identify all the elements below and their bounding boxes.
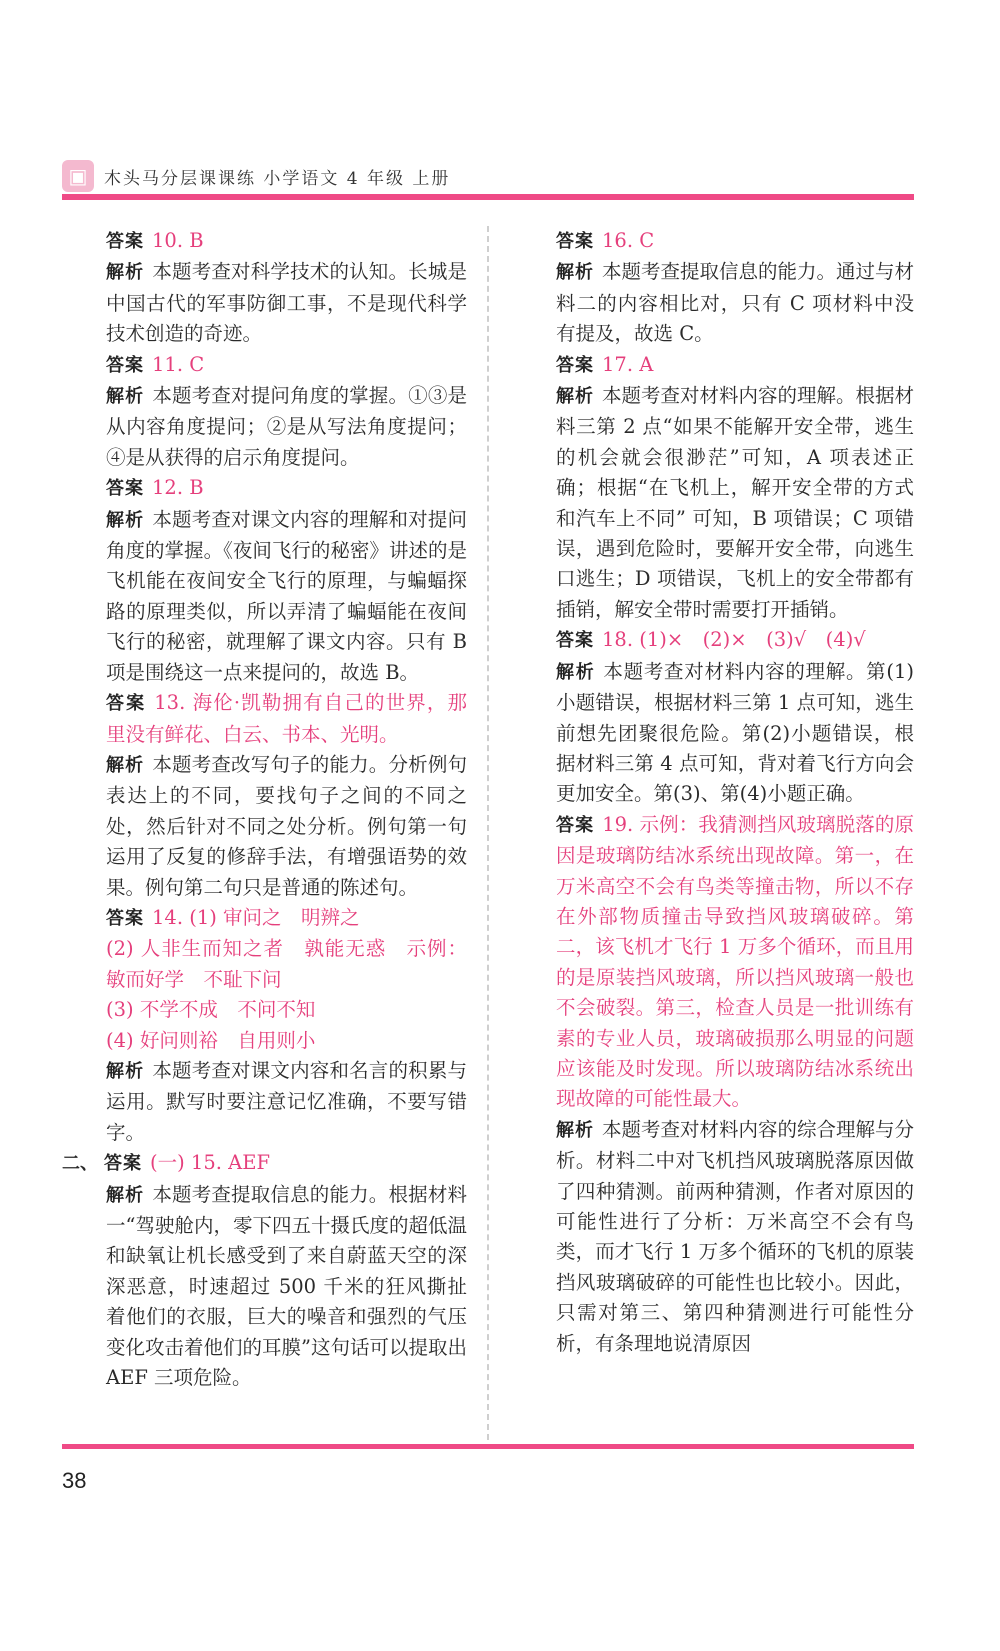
- analysis-text: 本题考查对材料内容的理解。根据材料三第 2 点“如果不能解开安全带，逃生的机会就会很渺茫”可知，A 项表述正确；根据“在飞机上，解开安全带的方式和汽车上不同” 可知，B 项错误；C 项错误，遇到危险时，要解开安全带，向逃生口逃生；D 项错误，飞机上的安全带都有插销，解安全带时需要打开插销。: [556, 384, 915, 621]
- analysis-text: 本题考查提取信息的能力。根据材料一“驾驶舱内，零下四五十摄氏度的超低温和缺氧让机长感受到了来自蔚蓝天空的深深恶意，时速超过 500 千米的狂风撕扯着他们的衣服，巨大的噪音和强烈的气压变化攻击着他们的耳膜”这句话可以提取出 AEF 三项危险。: [106, 1182, 467, 1390]
- header-title: 木头马分层课课练 小学语文 4 年级 上册: [104, 169, 451, 189]
- analysis-10: [62, 257, 467, 349]
- analysis-14: [62, 1056, 467, 1148]
- answer-value: 13. 海伦·凯勒拥有自己的世界，那里没有鲜花、白云、书本、光明。: [106, 691, 467, 746]
- analysis-label: 解析: [106, 386, 145, 408]
- analysis-label: 解析: [106, 509, 145, 531]
- answer-label: 答案: [106, 231, 144, 252]
- answer-value: 17. A: [602, 352, 654, 376]
- analysis-label: 解析: [556, 386, 594, 408]
- answer-label: 答案: [106, 478, 144, 500]
- answer-10: [62, 226, 467, 257]
- answer-19: [556, 810, 914, 1115]
- analysis-13: [62, 750, 467, 903]
- answer-12: [62, 473, 467, 504]
- answer-value: 12. B: [152, 476, 204, 500]
- analysis-text: 本题考查对提问角度的掌握。①③是从内容角度提问；②是从写法角度提问；④是从获得的启示角度提问。: [106, 384, 467, 469]
- analysis-text: 本题考查对材料内容的综合理解与分析。材料二中对飞机挡风玻璃脱落原因做了四种猜测。前两种猜测，作者对原因的可能性进行了分析：万米高空不会有鸟类，而才飞行 1 万多个循环的飞机的原装挡风玻璃破碎的可能性也比较小。因此，只需对第三、第四种猜测进行可能性分析，有条理地说清原因: [556, 1117, 915, 1355]
- answer-value: 16. C: [602, 229, 655, 252]
- answer-value: 19. 示例：我猜测挡风玻璃脱落的原因是玻璃防结冰系统出现故障。第一，在万米高空不会有鸟类等撞击物，所以不存在外部物质撞击导致挡风玻璃破碎。第二，该飞机才飞行 1 万多个循环，而且用的是原装挡风玻璃，所以挡风玻璃一般也不会破裂。第三，检查人员是一批训练有素的专业人员，玻璃破损那么明显的问题应该能及时发现。所以玻璃防结冰系统出现故障的可能性最大。: [556, 812, 915, 1111]
- answer-value: (一) 15. AEF: [150, 1151, 270, 1175]
- answer-label: 答案: [556, 814, 595, 836]
- analysis-label: 解析: [106, 262, 145, 284]
- page-number: 38: [62, 1468, 87, 1493]
- answer-label: 答案: [556, 231, 594, 252]
- answer-value: 14. (1) 审问之 明辨之: [152, 905, 360, 929]
- analysis-15: [62, 1180, 467, 1394]
- right-column: [556, 226, 914, 1359]
- analysis-text: 本题考查改写句子的能力。分析例句表达上的不同，要找句子之间的不同之处，然后针对不同之处分析。例句第一句运用了反复的修辞手法，有增强语势的效果。例句第二句只是普通的陈述句。: [106, 752, 467, 899]
- analysis-18: [556, 657, 914, 810]
- answer-11: [62, 350, 467, 381]
- analysis-text: 本题考查对课文内容和名言的积累与运用。默写时要注意记忆准确，不要写错字。: [106, 1058, 467, 1144]
- answer-17: [556, 350, 914, 381]
- answer-label: 答案: [106, 354, 144, 376]
- analysis-label: 解析: [106, 1184, 145, 1206]
- analysis-text: 本题考查对科学技术的认知。长城是中国古代的军事防御工事，不是现代科学技术创造的奇迹。: [106, 260, 467, 346]
- analysis-label: 解析: [556, 262, 594, 284]
- answer-value: 10. B: [152, 229, 204, 252]
- analysis-text: 本题考查对材料内容的理解。第(1)小题错误，根据材料三第 1 点可知，逃生前想先团聚很危险。第(2)小题错误，根据材料三第 4 点可知，背对着飞行方向会更加安全。第(3)、第(4)小题正确。: [556, 659, 914, 806]
- analysis-text: 本题考查对课文内容的理解和对提问角度的掌握。《夜间飞行的秘密》讲述的是飞机能在夜间安全飞行的原理，与蝙蝠探路的原理类似，所以弄清了蝙蝠能在夜间飞行的秘密，就理解了课文内容。只有 B 项是围绕这一点来提问的，故选 B。: [106, 507, 467, 684]
- analysis-12: [62, 505, 467, 688]
- section-two-label: 二、: [62, 1153, 98, 1175]
- answer-value: 11. C: [152, 352, 205, 376]
- analysis-19: [556, 1115, 914, 1359]
- answer-15: [62, 1148, 467, 1179]
- column-divider: [487, 226, 489, 1440]
- answer-14-part-4: (4) 好问则裕 自用则小: [106, 1028, 316, 1052]
- analysis-label: 解析: [106, 754, 145, 776]
- answer-13: [62, 688, 467, 750]
- page-header: [62, 158, 914, 194]
- answer-label: 答案: [556, 630, 594, 652]
- answer-label: 答案: [106, 907, 144, 929]
- analysis-label: 解析: [106, 1060, 145, 1082]
- answer-14: [62, 903, 467, 934]
- left-column: [62, 226, 467, 1393]
- analysis-16: [556, 257, 914, 349]
- answer-label: 答案: [106, 693, 147, 715]
- analysis-11: [62, 381, 467, 473]
- answer-label: 答案: [556, 354, 594, 376]
- answer-18: [556, 625, 914, 656]
- footer-rule: [62, 1444, 914, 1449]
- answer-16: [556, 226, 914, 257]
- analysis-label: 解析: [556, 1119, 594, 1141]
- answer-14-part-2: (2) 人非生而知之者 孰能无惑 示例：敏而好学 不耻下问: [106, 937, 467, 991]
- analysis-17: [556, 381, 914, 625]
- answer-label: 答案: [104, 1153, 142, 1175]
- analysis-text: 本题考查提取信息的能力。通过与材料二的内容相比对，只有 C 项材料中没有提及，故选 C。: [556, 260, 915, 346]
- answer-14-part-3: (3) 不学不成 不问不知: [106, 998, 316, 1022]
- series-logo-icon: ▣: [62, 160, 94, 192]
- analysis-label: 解析: [556, 661, 596, 683]
- header-rule: [62, 194, 914, 200]
- answer-value: 18. (1)× (2)× (3)√ (4)√: [602, 628, 866, 652]
